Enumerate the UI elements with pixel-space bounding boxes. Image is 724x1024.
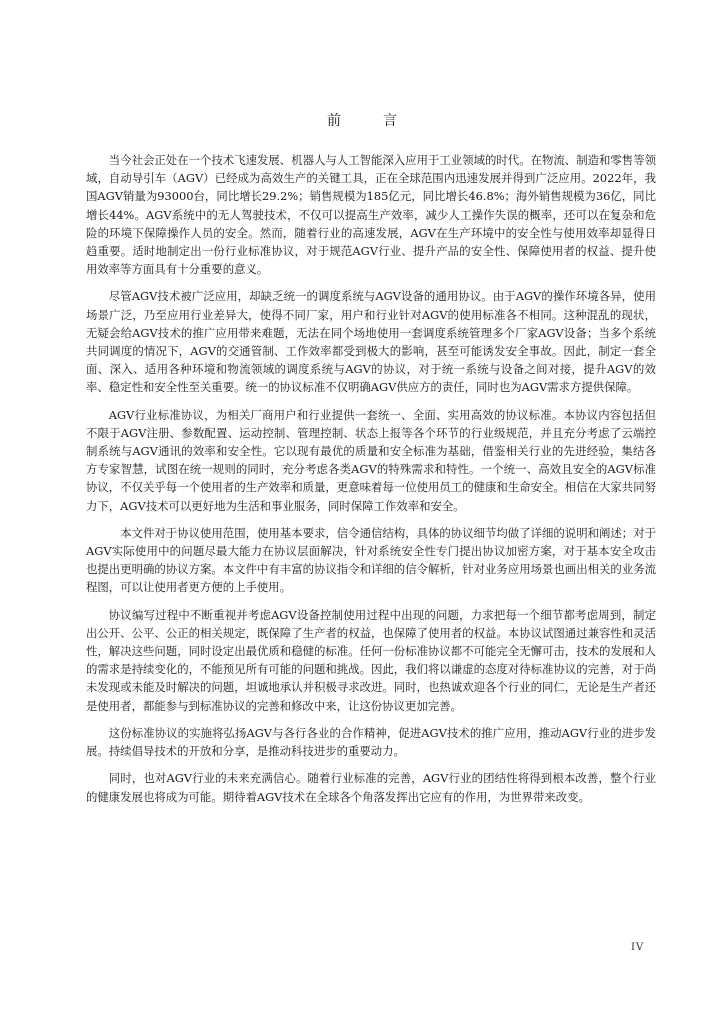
paragraph-scope: 本文件对于协议使用范围，使用基本要求，信令通信结构，具体的协议细节均做了详细的说明和阐述；对于AGV实际使用中的问题尽最大能力在协议层面解决，针对系统安全性专门提出协议加密方案，对于基本安全攻击也提出更明确的协议方案。本文件中有丰富的协议指令和详细的信令解析，针对业务应用场景也画出相关的业务流程图，可以让使用者更方便的上手使用。	[86, 525, 656, 595]
paragraph-standard: AGV行业标准协议，为相关厂商用户和行业提供一套统一、全面、实用高效的协议标准。本协议内容包括但不限于AGV注册、参数配置、运动控制、管理控制、状态上报等各个环节的行业级规范，并且充分考虑了云端控制系统与AGV通讯的效率和安全性。它以现有最优的质量和安全标准为基础，借鉴相关行业的先进经验，集结各方专家智慧，试图在统一规则的同时，充分考虑各类AGV的特殊需求和特性。一个统一、高效且安全的AGV标准协议，不仅关乎每一个使用者的生产效率和质量，更意味着每一位使用员工的健康和生命安全。相信在大家共同努力下，AGV技术可以更好地为生活和事业服务，同时保障工作效率和安全。	[86, 407, 656, 513]
page-number: IV	[631, 942, 645, 953]
paragraph-problem: 尽管AGV技术被广泛应用，却缺乏统一的调度系统与AGV设备的通用协议。由于AGV的操作环境各异，使用场景广泛，乃至应用行业差异大，使得不同厂家，用户和行业针对AGV的使用标准各不相同。这种混乱的现状，无疑会给AGV技术的推广应用带来难题，无法在同个场地使用一套调度系统管理多个厂家AGV设备；当多个系统共同调度的情况下，AGV的交通管制、工作效率都受到极大的影响，甚至可能诱发安全事故。因此，制定一套全面、深入、适用各种环境和物流领域的调度系统与AGV的协议，对于统一系统与设备之间对接，提升AGV的效率、稳定性和安全性至关重要。统一的协议标准不仅明确AGV供应方的责任，同时也为AGV需求方提供保障。	[86, 289, 656, 395]
paragraph-intro: 当今社会正处在一个技术飞速发展、机器人与人工智能深入应用于工业领域的时代。在物流、制造和零售等领域，自动导引车（AGV）已经成为高效生产的关键工具，正在全球范围内迅速发展并得到广泛应用。2022年，我国AGV销量为93000台，同比增长29.2%；销售规模为185亿元，同比增长46.8%；海外销售规模为36亿，同比增长44%。AGV系统中的无人驾驶技术，不仅可以提高生产效率，减少人工操作失误的概率，还可以在复杂和危险的环境下保障操作人员的安全。然而，随着行业的高速发展，AGV在生产环境中的安全性与使用效率却显得日趋重要。适时地制定出一份行业标准协议，对于规范AGV行业、提升产品的安全性、保障使用者的权益、提升使用效率等方面具有十分重要的意义。	[86, 153, 656, 277]
paragraph-process: 协议编写过程中不断重视并考虑AGV设备控制使用过程中出现的问题，力求把每一个细节都考虑周到，制定出公开、公平、公正的相关规定，既保障了生产者的权益，也保障了使用者的权益。本协议试图通过兼容性和灵活性，解决这些问题，同时设定出最优质和稳健的标准。任何一份标准协议都不可能完全无懈可击，技术的发展和人的需求是持续变化的，不能预见所有可能的问题和挑战。因此，我们将以谦虚的态度对待标准协议的完善，对于尚未发现或未能及时解决的问题，坦诚地承认并积极寻求改进。同时，也热诚欢迎各个行业的同仁，无论是生产者还是使用者，都能参与到标准协议的完善和修改中来，让这份协议更加完善。	[86, 607, 656, 713]
paragraph-outlook: 同时，也对AGV行业的未来充满信心。随着行业标准的完善，AGV行业的团结性将得到根本改善，整个行业的健康发展也将成为可能。期待着AGV技术在全球各个角落发挥出它应有的作用，为世界带来改变。	[86, 771, 656, 804]
paragraph-cooperation: 这份标准协议的实施将弘扬AGV与各行各业的合作精神，促进AGV技术的推广应用，推动AGV行业的进步发展。持续倡导技术的开放和分享，是推动科技进步的重要动力。	[86, 725, 656, 759]
document-body	[86, 151, 656, 815]
page-title: 前 言	[327, 113, 411, 129]
